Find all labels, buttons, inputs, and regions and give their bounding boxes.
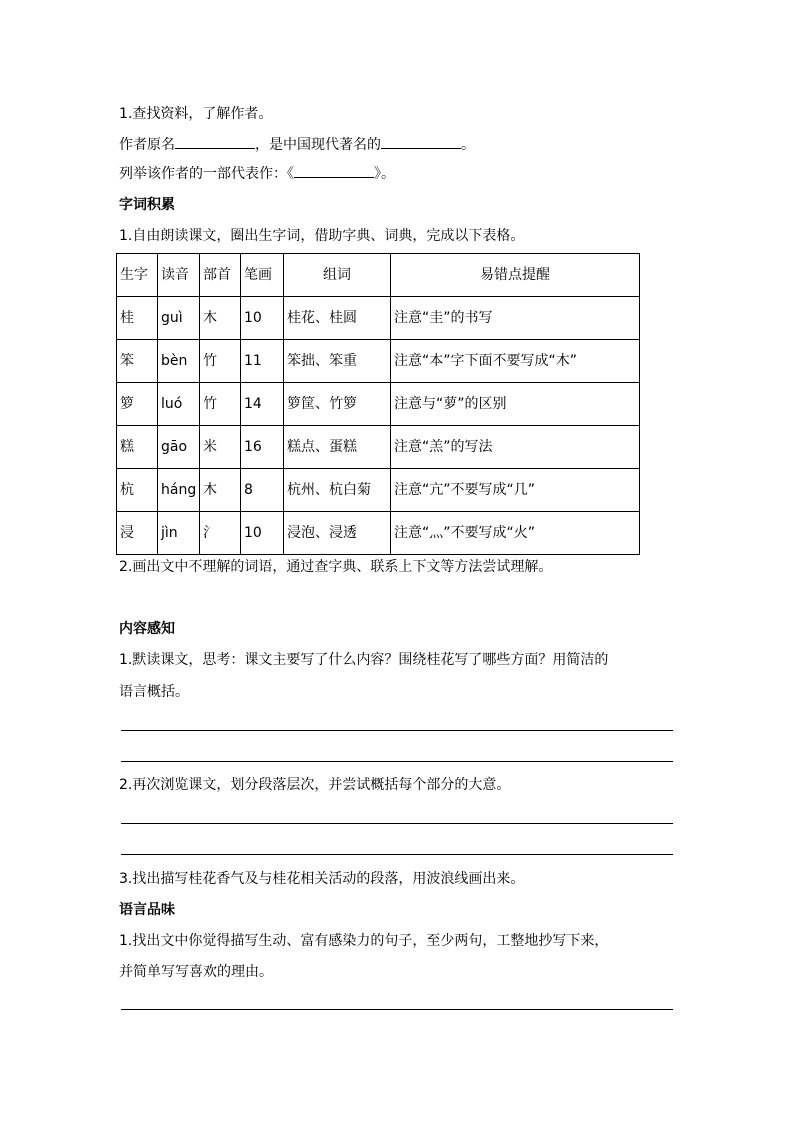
cell-pinyin: bèn [158,340,200,383]
cell-words: 箩筐、竹箩 [284,383,391,426]
cell-char: 杭 [117,469,158,512]
table-row [117,297,640,340]
section-title-language: 语言品味 [119,902,175,918]
cell-pinyin: luó [158,383,200,426]
cell-radical: 竹 [200,340,241,383]
question-representative-work-line [119,163,395,184]
cell-strokes: 11 [241,340,284,383]
vocab-table [116,253,640,555]
header-tips: 易错点提醒 [391,254,640,297]
answer-line[interactable] [121,1009,673,1010]
cell-tip: 注意“羔”的写法 [391,426,640,469]
period-text: 。 [461,137,475,153]
table-row [117,340,640,383]
cell-pinyin: jìn [158,512,200,555]
answer-line[interactable] [121,761,673,762]
cell-words: 笨拙、笨重 [284,340,391,383]
question-wavy-line: 3.找出描写桂花香气及与桂花相关活动的段落，用波浪线画出来。 [119,871,525,887]
cell-pinyin: gāo [158,426,200,469]
representative-work-suffix: 》。 [374,166,395,182]
cell-pinyin: guì [158,297,200,340]
author-identity-label: ，是中国现代著名的 [255,137,381,153]
question-unknown-words: 2.画出文中不理解的词语，通过查字典、联系上下文等方法尝试理解。 [119,559,553,575]
table-row [117,383,640,426]
author-name-label: 作者原名 [119,137,175,153]
cell-strokes: 14 [241,383,284,426]
cell-tip: 注意与“萝”的区别 [391,383,640,426]
author-identity-blank[interactable] [381,134,461,149]
answer-line[interactable] [121,854,673,855]
question-vocab-table: 1.自由朗读课文，圈出生字词，借助字典、词典，完成以下表格。 [119,228,525,244]
question-main-content-line2: 语言概括。 [119,684,189,700]
header-radical: 部首 [200,254,241,297]
cell-radical: 米 [200,426,241,469]
header-pinyin: 读音 [158,254,200,297]
header-char: 生字 [117,254,158,297]
cell-char: 浸 [117,512,158,555]
author-name-blank[interactable] [175,134,255,149]
cell-tip: 注意“圭”的书写 [391,297,640,340]
question-author-name-line [119,134,475,155]
table-row [117,469,640,512]
cell-words: 桂花、桂圆 [284,297,391,340]
section-title-content: 内容感知 [119,621,175,637]
section-title-vocab: 字词积累 [119,197,175,213]
table-header-row [117,254,640,297]
question-find-author: 1.查找资料，了解作者。 [119,106,273,122]
cell-radical: 氵 [200,512,241,555]
cell-strokes: 10 [241,512,284,555]
cell-strokes: 8 [241,469,284,512]
representative-work-blank[interactable] [294,163,374,178]
cell-tip: 注意“亢”不要写成“几” [391,469,640,512]
question-vivid-sentences-line2: 并简单写写喜欢的理由。 [119,964,273,980]
cell-tip: 注意“本”字下面不要写成“木” [391,340,640,383]
answer-line[interactable] [121,823,673,824]
question-vivid-sentences-line1: 1.找出文中你觉得描写生动、富有感染力的句子，至少两句，工整地抄写下来， [119,933,609,949]
cell-strokes: 16 [241,426,284,469]
cell-char: 糕 [117,426,158,469]
cell-radical: 木 [200,469,241,512]
cell-radical: 木 [200,297,241,340]
representative-work-label: 列举该作者的一部代表作：《 [119,166,294,182]
question-main-content-line1: 1.默读课文，思考：课文主要写了什么内容？围绕桂花写了哪些方面？用简洁的 [119,652,609,668]
cell-words: 浸泡、浸透 [284,512,391,555]
header-strokes: 笔画 [241,254,284,297]
cell-char: 笨 [117,340,158,383]
question-paragraph-division: 2.再次浏览课文，划分段落层次，并尝试概括每个部分的大意。 [119,777,511,793]
cell-strokes: 10 [241,297,284,340]
cell-pinyin: háng [158,469,200,512]
cell-tip: 注意“灬”不要写成“火” [391,512,640,555]
cell-char: 桂 [117,297,158,340]
table-row [117,512,640,555]
header-words: 组词 [284,254,391,297]
table-row [117,426,640,469]
cell-words: 杭州、杭白菊 [284,469,391,512]
answer-line[interactable] [121,730,673,731]
cell-radical: 竹 [200,383,241,426]
cell-words: 糕点、蛋糕 [284,426,391,469]
cell-char: 箩 [117,383,158,426]
